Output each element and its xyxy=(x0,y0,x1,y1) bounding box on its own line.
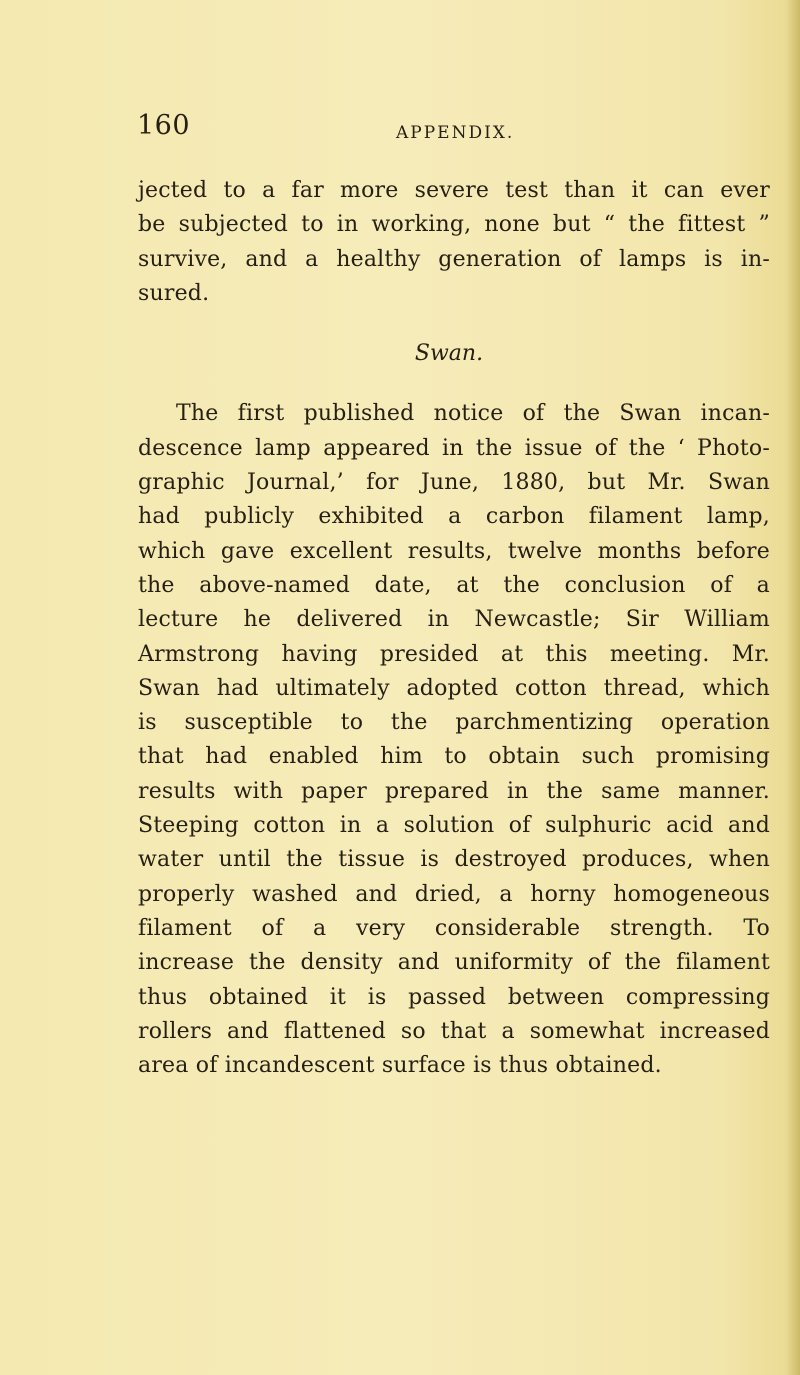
text-line: Swan had ultimately adopted cotton thread, which xyxy=(138,675,770,701)
text-line: filament of a very considerable strength. To xyxy=(138,915,770,941)
text-line: that had enabled him to obtain such promising xyxy=(138,744,770,770)
text-line: which gave excellent results, twelve months before xyxy=(138,538,770,564)
paragraph-continued xyxy=(138,174,770,311)
text-block xyxy=(138,174,770,1083)
text-line: thus obtained it is passed between compressing xyxy=(138,984,770,1010)
text-line: jected to a far more severe test than it can ever xyxy=(138,178,770,203)
text-line: is susceptible to the parchmentizing operation xyxy=(138,710,770,736)
text-line: lecture he delivered in Newcastle; Sir William xyxy=(138,607,770,633)
text-line: properly washed and dried, a horny homogeneous xyxy=(138,881,770,907)
text-line: sured. xyxy=(138,280,210,306)
running-head: APPENDIX. xyxy=(396,123,515,143)
text-line: graphic Journal,’ for June, 1880, but Mr. Swan xyxy=(138,470,770,496)
text-line: be subjected to in working, none but “ the fittest ” xyxy=(138,212,770,238)
text-line: water until the tissue is destroyed produces, when xyxy=(138,847,770,873)
text-line: area of incandescent surface is thus obtained. xyxy=(138,1053,662,1079)
paragraph-swan xyxy=(138,397,770,1083)
text-line: Steeping cotton in a solution of sulphuric acid and xyxy=(138,813,770,839)
page-edge-shadow xyxy=(786,0,800,1375)
section-heading: Swan. xyxy=(414,341,484,367)
page-number: 160 xyxy=(137,110,191,141)
text-line: rollers and flattened so that a somewhat increased xyxy=(138,1018,770,1044)
text-line: increase the density and uniformity of the filament xyxy=(138,950,770,976)
text-line: Armstrong having presided at this meeting. Mr. xyxy=(138,641,770,667)
text-line: results with paper prepared in the same manner. xyxy=(138,778,770,804)
text-line: survive, and a healthy generation of lamps is in- xyxy=(138,246,770,272)
text-line: the above-named date, at the conclusion of a xyxy=(138,572,770,598)
text-line: descence lamp appeared in the issue of the ‘ Photo- xyxy=(138,435,770,461)
text-line: had publicly exhibited a carbon filament lamp, xyxy=(138,504,770,530)
text-line: The first published notice of the Swan incan- xyxy=(176,401,770,427)
